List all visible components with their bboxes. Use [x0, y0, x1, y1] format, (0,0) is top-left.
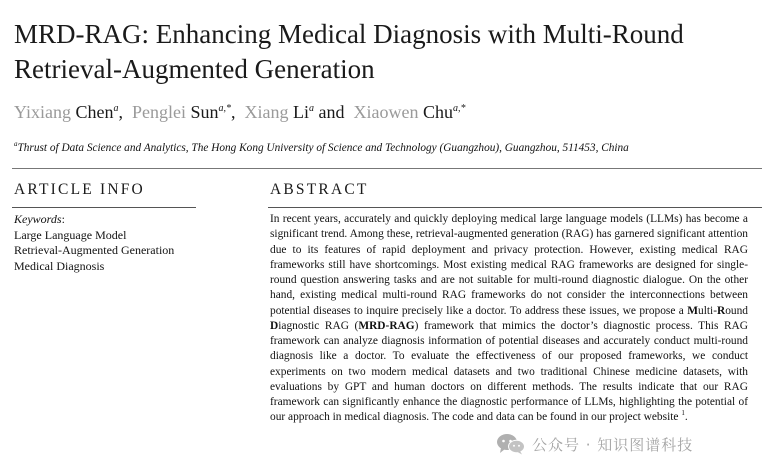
header-divider	[12, 168, 762, 169]
abstract-heading: ABSTRACT	[270, 181, 369, 198]
keywords-label: Keywords	[14, 212, 62, 226]
wechat-logo-icon	[496, 433, 526, 455]
author-list: Yixiang Chen$^a$, Penglei Sun$^{a,*}$, Xiang Li$^a$ and Xiaowen Chu$^{a,*}$	[14, 102, 466, 122]
abstract-divider	[268, 207, 762, 208]
footnote-mark[interactable]: 1	[681, 409, 685, 418]
watermark	[496, 432, 693, 456]
author: Xiang Li$^a$	[244, 102, 315, 122]
author: Xiaowen Chu$^{a,*}$	[353, 102, 466, 122]
affiliation: $^a$Thrust of Data Science and Analytics, The Hong Kong University of Science and Technology (Guangzhou), Guangzhou, 511453, China	[14, 140, 629, 154]
keyword: Medical Diagnosis	[14, 258, 105, 273]
keywords-block: Keywords: Large Language Model Retrieval-Augmented Generation Medical Diagnosis	[14, 212, 175, 273]
keyword: Large Language Model	[14, 227, 127, 242]
watermark-text: 公众号 · 知识图谱科技	[532, 435, 694, 454]
keyword: Retrieval-Augmented Generation	[14, 243, 175, 258]
author: Yixiang Chen$^a$	[14, 102, 119, 122]
author: Penglei Sun$^{a,*}$	[132, 102, 232, 122]
paper-title: MRD-RAG: Enhancing Medical Diagnosis with Multi-Round Retrieval-Augmented Generation	[14, 19, 684, 84]
abstract-text: In recent years, accurately and quickly deploying medical large language models (LLMs) has become a significant trend. Among these, retrieval-augmented generation (RAG) has garnered significant attention due to its features of rapid deployment and privacy protection. However, existing medical RAG frameworks still have shortcomings. Most existing medical RAG frameworks are designed for single-round question answering tasks and are not suitable for multi-round diagnostic dialogue. On the other hand, existing medical multi-round RAG frameworks do not consider the interconnections between potential diseases to inquire precisely like a doctor. To address these issues, we propose a Multi-Round Diagnostic RAG (MRD-RAG) framework that mimics the doctor’s diagnostic process. This RAG framework can analyze diagnosis information of potential diseases and accurately conduct multi-round diagnosis like a doctor. To evaluate the effectiveness of our proposed frameworks, we conduct experiments on two modern medical datasets and two traditional Chinese medicine datasets, with evaluations by GPT and human doctors on different methods. The results indicate that our RAG framework can significantly enhance the diagnostic performance of LLMs, highlighting the potential of our approach in medical diagnosis. The code and data can be found in our project website $^1$.	[270, 213, 748, 424]
article-info-divider	[12, 207, 196, 208]
article-info-heading: ARTICLE INFO	[14, 181, 145, 198]
framework-acronym: MRD-RAG	[358, 319, 415, 332]
